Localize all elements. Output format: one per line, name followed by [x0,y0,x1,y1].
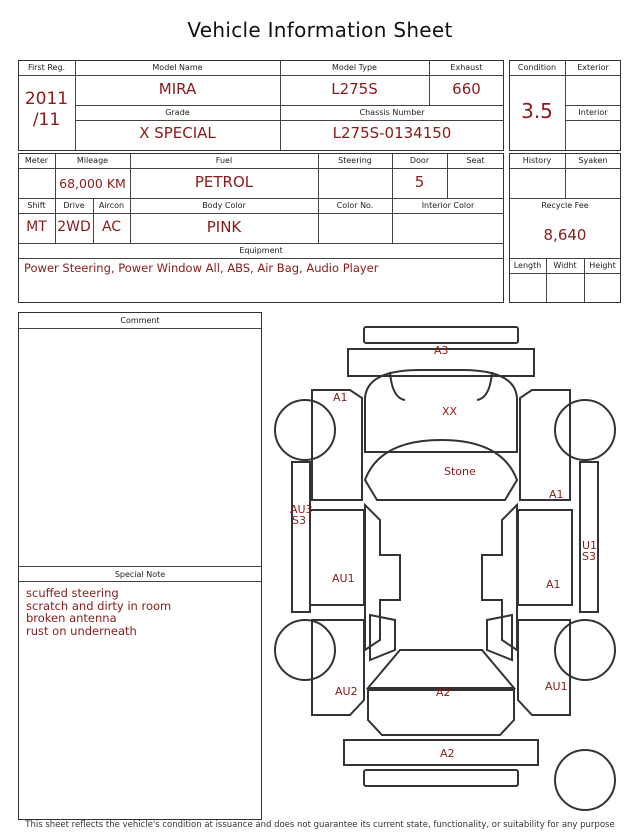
damage-left-rear-fender: AU2 [335,685,358,698]
damage-front-bumper: A3 [434,344,449,357]
door-label: Door [409,156,430,165]
shift-value: MT [26,219,47,235]
model-type-label: Model Type [332,63,377,72]
drive-value: 2WD [57,219,91,235]
damage-right-front-door: A1 [549,488,564,501]
special-note-label: Special Note [114,570,166,579]
seat-label: Seat [466,156,485,165]
first-reg-label: First Reg. [27,63,66,72]
grade-label: Grade [165,108,190,117]
chassis-number-label: Chassis Number [359,108,425,117]
color-no-label: Color No. [336,201,374,210]
length-label: Length [513,261,542,270]
first-reg-month: /11 [32,110,61,130]
equipment-label: Equipment [239,246,283,255]
first-reg-year: 2011 [24,89,69,109]
damage-windshield: Stone [444,465,476,478]
damage-trunk: A2 [436,686,451,699]
damage-right-rear-area: A1 [546,578,561,591]
fuel-value: PETROL [194,173,254,191]
steering-label: Steering [338,156,372,165]
exterior-label: Exterior [577,63,609,72]
recycle-fee-label: Recycle Fee [541,201,589,210]
exhaust-label: Exhaust [450,63,483,72]
special-note-item: broken antenna [26,611,117,625]
model-name-value: MIRA [158,80,197,98]
syaken-label: Syaken [578,156,608,165]
condition-label: Condition [517,63,557,72]
damage-right-rear-door-2: S3 [582,550,596,563]
recycle-fee-value: 8,640 [543,226,587,244]
interior-color-label: Interior Color [421,201,475,210]
fuel-label: Fuel [215,156,233,165]
width-label: Widht [553,261,577,270]
aircon-label: Aircon [98,201,125,210]
damage-right-rear-door: U1 [582,539,598,552]
damage-rear-bumper: A2 [440,747,455,760]
damage-left-front-door-2: S3 [292,514,306,527]
meter-label: Meter [24,156,49,165]
equipment-value: Power Steering, Power Window All, ABS, Air Bag, Audio Player [24,261,379,275]
chassis-number-value: L275S-0134150 [332,124,452,142]
history-label: History [522,156,552,165]
model-name-label: Model Name [152,63,203,72]
car-damage-diagram [265,320,640,820]
model-type-value: L275S [331,80,378,98]
shift-label: Shift [27,201,46,210]
damage-left-front-door: AU3 [290,503,313,516]
comment-label: Comment [120,316,160,325]
height-label: Height [589,261,616,270]
mileage-value: 68,000 KM [59,176,126,191]
drive-label: Drive [63,201,85,210]
condition-value: 3.5 [521,99,553,123]
aircon-value: AC [101,219,122,235]
sheet-title: Vehicle Information Sheet [187,18,453,42]
special-note-item: rust on underneath [26,623,137,638]
damage-right-rear-fender: AU1 [545,680,568,693]
grade-value: X SPECIAL [139,124,216,142]
damage-front-left-fender: A1 [333,391,348,404]
special-note-item: scratch and dirty in room [26,598,172,613]
mileage-label: Mileage [76,156,109,165]
door-value: 5 [414,173,425,191]
footer-disclaimer: This sheet reflects the vehicle's condition at issuance and does not guarantee its current state, functionality, or suitability for any purpose [25,820,615,830]
damage-left-rear-door: AU1 [332,572,355,585]
body-color-label: Body Color [202,201,246,210]
interior-label: Interior [578,108,608,117]
damage-hood: XX [442,405,458,418]
special-note-item: scuffed steering [26,586,119,600]
body-color-value: PINK [206,218,242,236]
exhaust-value: 660 [452,80,481,98]
